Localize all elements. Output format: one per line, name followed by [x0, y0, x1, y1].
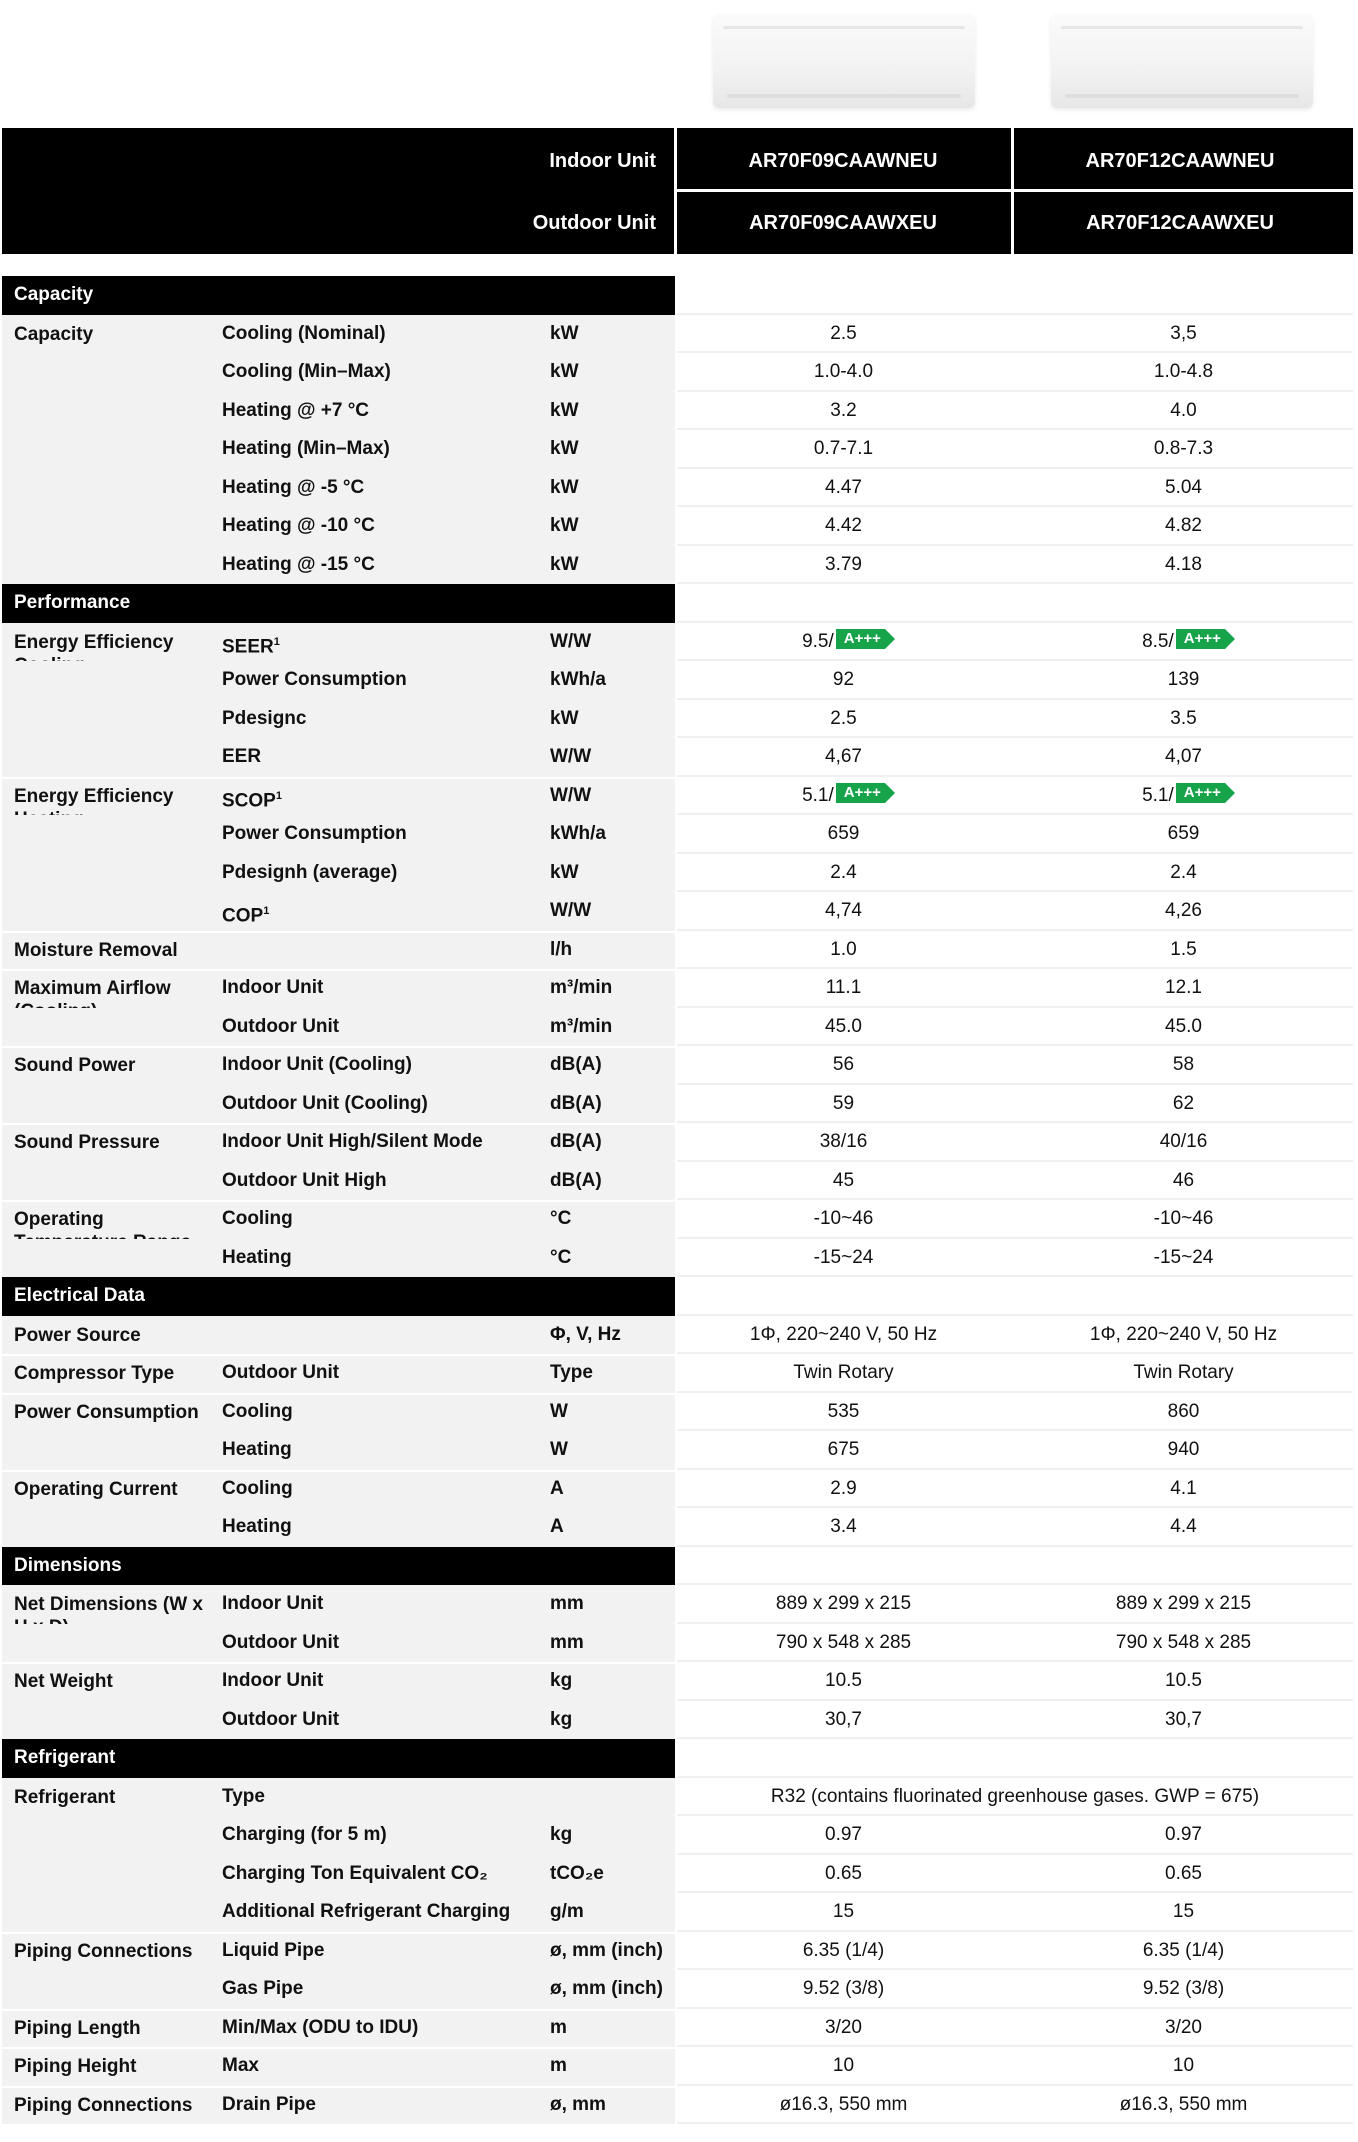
unit-label: dB(A) — [550, 1092, 602, 1114]
value-model-1: 2.9 — [830, 1477, 857, 1499]
table-row — [2, 1585, 1353, 1624]
table-row — [2, 2047, 1353, 2086]
value-model-2: 4.0 — [1170, 399, 1197, 421]
value-model-2: 4.1 — [1170, 1477, 1197, 1499]
value-model-1: 4.42 — [825, 515, 862, 536]
unit-label: kW — [550, 476, 579, 498]
value-model-2: 0.8-7.3 — [1153, 438, 1214, 459]
group-label: Operating — [14, 1209, 104, 1230]
value-model-1: 535 — [827, 1400, 860, 1422]
value-model-1: 0.97 — [825, 1824, 862, 1845]
value-model-1: 15 — [832, 1901, 855, 1922]
value-model-1: -15~24 — [813, 1246, 874, 1268]
unit-label: l/h — [550, 938, 573, 960]
spec-label: Indoor Unit — [222, 1593, 324, 1614]
unit-label: kW — [550, 361, 579, 382]
table-row — [2, 1932, 1353, 1971]
unit-label: kW — [550, 707, 579, 729]
value-model-2: 4.18 — [1165, 553, 1202, 575]
value-model-2: 5.04 — [1165, 476, 1202, 498]
value-model-2: 4,07 — [1165, 746, 1202, 767]
value-model-2: Twin Rotary — [1133, 1362, 1234, 1383]
value-model-2: 0.97 — [1165, 1824, 1202, 1845]
value-model-2: 2.4 — [1170, 861, 1197, 883]
unit-label: Φ, V, Hz — [550, 1323, 621, 1345]
value-model-2: 10.5 — [1165, 1670, 1202, 1691]
group-label: Piping Connections — [14, 1940, 193, 1962]
table-row — [2, 892, 1353, 931]
unit-label: W — [550, 1439, 568, 1460]
group-divider — [2, 931, 675, 933]
value-model-2: 62 — [1172, 1092, 1195, 1114]
table-row — [2, 1123, 1353, 1162]
row-background — [2, 1239, 675, 1278]
value-model-1: 4,67 — [825, 746, 862, 767]
unit-label: g/m — [550, 1901, 584, 1922]
group-label: Moisture Removal — [14, 939, 178, 961]
value-model-2: 940 — [1167, 1439, 1200, 1460]
spec-label: Heating — [222, 1439, 292, 1460]
value-model-1: Twin Rotary — [793, 1362, 894, 1383]
group-label: Energy Efficiency — [14, 785, 174, 807]
value-model-1: 889 x 299 x 215 — [775, 1593, 912, 1614]
unit-label: Type — [550, 1362, 593, 1383]
spec-label: Min/Max (ODU to IDU) — [222, 2016, 419, 2038]
value-model-2: 889 x 299 x 215 — [1115, 1593, 1252, 1614]
spec-label: Outdoor Unit — [222, 1631, 340, 1653]
model-header — [2, 128, 1353, 254]
value-model-1: 10.5 — [825, 1670, 862, 1691]
section-header — [2, 1547, 1353, 1586]
value-model-1: 5.1/ A+++ — [677, 777, 1010, 816]
value-model-2: 8.5/ A+++ — [1014, 623, 1353, 662]
value-model-1: 3.2 — [830, 399, 857, 421]
unit-label: m³/min — [550, 977, 613, 998]
unit-label: W/W — [550, 630, 592, 652]
table-row — [2, 1008, 1353, 1047]
value-model-2: 3,5 — [1170, 322, 1197, 344]
spec-label: Power Consumption — [222, 823, 407, 844]
indoor-unit-image-1 — [713, 14, 975, 108]
unit-label: kW — [550, 322, 579, 344]
table-row — [2, 1470, 1353, 1509]
value-model-1: -10~46 — [813, 1208, 874, 1229]
unit-label: kWh/a — [550, 823, 606, 844]
unit-label: kg — [550, 1708, 573, 1730]
spec-label: Heating (Min–Max) — [222, 438, 390, 459]
energy-class-badge: A+++ — [1176, 629, 1225, 649]
table-row — [2, 507, 1353, 546]
value-model-1: 10 — [832, 2055, 855, 2076]
spec-label: Cooling — [222, 1208, 293, 1229]
table-row — [2, 931, 1353, 970]
value-model-2: 3/20 — [1165, 2016, 1202, 2038]
indoor-model-1: AR70F09CAAWNEU — [748, 150, 938, 172]
group-divider — [2, 1662, 675, 1664]
table-row — [2, 1046, 1353, 1085]
table-row — [2, 623, 1353, 662]
group-label: Maximum Airflow — [14, 978, 171, 999]
value-model-2: 40/16 — [1159, 1131, 1208, 1152]
unit-label: mm — [550, 1631, 584, 1653]
spec-label: Cooling (Nominal) — [222, 322, 386, 344]
unit-label: dB(A) — [550, 1131, 602, 1152]
table-row — [2, 1431, 1353, 1470]
value-model-2: 6.35 (1/4) — [1142, 1939, 1225, 1961]
spec-label: Drain Pipe — [222, 2093, 316, 2115]
unit-label: ø, mm — [550, 2093, 606, 2115]
value-model-1: 9.52 (3/8) — [802, 1978, 885, 1999]
table-row — [2, 815, 1353, 854]
value-model-2: -10~46 — [1153, 1208, 1214, 1229]
unit-label: kg — [550, 1670, 573, 1691]
spec-label: Indoor Unit — [222, 977, 324, 998]
spec-label: Outdoor Unit — [222, 1708, 340, 1730]
group-label: Piping Height — [14, 2056, 137, 2077]
group-divider — [2, 1200, 675, 1202]
section-header — [2, 584, 1353, 623]
value-model-1: 790 x 548 x 285 — [775, 1631, 912, 1653]
row-background — [2, 1431, 675, 1470]
energy-class-badge: A+++ — [1176, 783, 1225, 803]
group-label: Power Consumption — [14, 1401, 199, 1423]
unit-label: m³/min — [550, 1015, 613, 1037]
table-row — [2, 700, 1353, 739]
group-label: Energy Efficiency — [14, 631, 174, 653]
table-row — [2, 1508, 1353, 1547]
unit-label: m — [550, 2055, 567, 2076]
spec-label: Outdoor Unit High — [222, 1169, 387, 1191]
table-row — [2, 854, 1353, 893]
section-title: Electrical Data — [2, 1277, 675, 1316]
unit-label: tCO₂e — [550, 1862, 604, 1884]
row-background — [2, 1508, 675, 1547]
value-model-1: 4.47 — [825, 476, 862, 498]
spec-label: Indoor Unit — [222, 1670, 324, 1691]
spec-label: Heating — [222, 1516, 292, 1537]
spec-label: Indoor Unit High/Silent Mode — [222, 1131, 483, 1152]
unit-label: A — [550, 1477, 564, 1499]
value-span: R32 (contains fluorinated greenhouse gases. GWP = 675) — [770, 1785, 1260, 1807]
value-model-2: 5.1/ A+++ — [1014, 777, 1353, 816]
table-row — [2, 1393, 1353, 1432]
unit-label: kg — [550, 1824, 573, 1845]
value-model-1: 0.7-7.1 — [813, 438, 874, 459]
indoor-unit-image-2 — [1051, 14, 1313, 108]
table-row — [2, 1239, 1353, 1278]
indoor-model-2: AR70F12CAAWNEU — [1085, 150, 1275, 172]
unit-label: kW — [550, 438, 579, 459]
table-row — [2, 1701, 1353, 1740]
spec-label: Gas Pipe — [222, 1978, 304, 1999]
group-label: Compressor Type — [14, 1363, 175, 1384]
spec-label: SEER$^1$ — [222, 635, 280, 657]
spec-label: Cooling — [222, 1477, 293, 1499]
value-model-1: 1Φ, 220~240 V, 50 Hz — [749, 1323, 938, 1345]
unit-label: mm — [550, 1593, 584, 1614]
value-model-2: 45.0 — [1165, 1015, 1202, 1037]
spec-label: COP$^1$ — [222, 905, 270, 927]
spec-label: Outdoor Unit (Cooling) — [222, 1092, 428, 1114]
indoor-unit-label: Indoor Unit — [549, 150, 656, 172]
table-row — [2, 1816, 1353, 1855]
value-model-1: 2.5 — [830, 322, 857, 344]
spec-label: Heating @ -10 °C — [222, 515, 375, 536]
spec-label: Charging (for 5 m) — [222, 1824, 387, 1845]
group-divider — [2, 1393, 675, 1395]
spec-label: Indoor Unit (Cooling) — [222, 1054, 412, 1075]
table-row — [2, 1778, 1353, 1817]
spec-label: EER — [222, 746, 262, 767]
unit-label: m — [550, 2016, 567, 2038]
section-header — [2, 1277, 1353, 1316]
group-label: Power Source — [14, 1324, 141, 1346]
table-row — [2, 1162, 1353, 1201]
value-model-2: 3.5 — [1170, 707, 1197, 729]
value-model-2: 790 x 548 x 285 — [1115, 1631, 1252, 1653]
value-model-2: 15 — [1172, 1901, 1195, 1922]
table-row — [2, 392, 1353, 431]
table-row — [2, 1970, 1353, 2009]
spec-label: Additional Refrigerant Charging — [222, 1901, 511, 1922]
section-title: Refrigerant — [2, 1739, 675, 1778]
value-model-2: 4.4 — [1170, 1516, 1197, 1537]
row-divider — [677, 2122, 1353, 2124]
value-model-2: 58 — [1172, 1054, 1195, 1075]
value-model-2: 659 — [1167, 823, 1200, 844]
group-divider — [2, 1470, 675, 1472]
unit-label: dB(A) — [550, 1169, 602, 1191]
value-model-1: 92 — [832, 669, 855, 690]
unit-label: ø, mm (inch) — [550, 1939, 663, 1961]
section-title: Capacity — [2, 276, 675, 315]
value-model-2: 12.1 — [1165, 977, 1202, 998]
spec-label: Cooling — [222, 1400, 293, 1422]
section-title: Dimensions — [2, 1547, 675, 1586]
group-label: Piping Connections — [14, 2094, 193, 2116]
table-row — [2, 546, 1353, 585]
value-model-1: 59 — [832, 1092, 855, 1114]
table-row — [2, 2086, 1353, 2125]
table-row — [2, 1893, 1353, 1932]
value-model-2: 4,26 — [1165, 900, 1202, 921]
group-label: Piping Length — [14, 2017, 141, 2039]
value-model-1: 3/20 — [825, 2016, 862, 2038]
value-model-1: 56 — [832, 1054, 855, 1075]
spec-label: Outdoor Unit — [222, 1015, 340, 1037]
section-title: Performance — [2, 584, 675, 623]
spec-label: Max — [222, 2055, 259, 2076]
product-images — [0, 0, 1358, 128]
unit-label: °C — [550, 1208, 572, 1229]
group-label: Refrigerant — [14, 1786, 116, 1808]
outdoor-model-2: AR70F12CAAWXEU — [1086, 212, 1274, 234]
spec-table — [2, 276, 1353, 2124]
value-model-1: 1.0 — [830, 938, 857, 960]
group-label: Sound Pressure — [14, 1132, 160, 1153]
unit-label: A — [550, 1516, 564, 1537]
unit-label: W/W — [550, 784, 592, 806]
table-row — [2, 1624, 1353, 1663]
value-model-1: 659 — [827, 823, 860, 844]
value-model-1: 2.4 — [830, 861, 857, 883]
value-model-2: 860 — [1167, 1400, 1200, 1422]
value-model-1: 9.5/ A+++ — [677, 623, 1010, 662]
unit-label: kW — [550, 553, 579, 575]
value-model-1: ø16.3, 550 mm — [779, 2093, 908, 2115]
unit-label: kW — [550, 399, 579, 421]
table-row — [2, 353, 1353, 392]
table-row — [2, 469, 1353, 508]
spec-label: Heating @ +7 °C — [222, 399, 370, 421]
spec-label: Cooling (Min–Max) — [222, 361, 391, 382]
energy-class-badge: A+++ — [836, 783, 885, 803]
group-label: Net Dimensions (W x — [14, 1594, 203, 1615]
value-model-1: 4,74 — [825, 900, 862, 921]
value-model-2: 1Φ, 220~240 V, 50 Hz — [1089, 1323, 1278, 1345]
spec-label: Pdesignh (average) — [222, 861, 398, 883]
unit-label: W/W — [550, 900, 592, 921]
value-model-1: 3.79 — [825, 553, 862, 575]
table-row — [2, 1200, 1353, 1239]
group-label: Sound Power — [14, 1055, 136, 1076]
spec-label: Power Consumption — [222, 669, 407, 690]
section-header — [2, 276, 1353, 315]
unit-label: ø, mm (inch) — [550, 1978, 663, 1999]
table-row — [2, 1085, 1353, 1124]
unit-label: kWh/a — [550, 669, 606, 690]
spec-label: Liquid Pipe — [222, 1939, 325, 1961]
value-model-1: 38/16 — [819, 1131, 868, 1152]
value-model-1: 45 — [832, 1169, 855, 1191]
value-model-1: 3.4 — [830, 1516, 857, 1537]
value-model-2: 46 — [1172, 1169, 1195, 1191]
value-model-2: 1.0-4.8 — [1153, 361, 1214, 382]
outdoor-unit-label: Outdoor Unit — [532, 212, 656, 234]
unit-label: kW — [550, 861, 579, 883]
group-label: Net Weight — [14, 1671, 113, 1692]
table-row — [2, 430, 1353, 469]
spec-label: SCOP$^1$ — [222, 789, 282, 811]
unit-label: W — [550, 1400, 568, 1422]
unit-label: °C — [550, 1246, 572, 1268]
table-row — [2, 1316, 1353, 1355]
value-model-1: 45.0 — [825, 1015, 862, 1037]
value-model-2: 139 — [1167, 669, 1200, 690]
value-model-2: 4.82 — [1165, 515, 1202, 536]
table-row — [2, 2009, 1353, 2048]
value-model-2: 10 — [1172, 2055, 1195, 2076]
table-row — [2, 1662, 1353, 1701]
unit-label: kW — [550, 515, 579, 536]
section-header — [2, 1739, 1353, 1778]
spec-label: Heating — [222, 1246, 292, 1268]
energy-class-badge: A+++ — [836, 629, 885, 649]
value-model-2: 30,7 — [1165, 1708, 1202, 1730]
spec-label: Type — [222, 1785, 265, 1807]
table-row — [2, 315, 1353, 354]
unit-label: W/W — [550, 746, 592, 767]
value-model-2: 1.5 — [1170, 938, 1197, 960]
spec-label: Pdesignc — [222, 707, 307, 729]
value-model-1: 11.1 — [825, 977, 862, 998]
value-model-1: 0.65 — [825, 1862, 862, 1884]
group-label: Operating Current — [14, 1478, 178, 1500]
table-row — [2, 777, 1353, 816]
value-model-1: 1.0-4.0 — [813, 361, 874, 382]
group-divider — [2, 2047, 675, 2049]
value-model-2: 9.52 (3/8) — [1142, 1978, 1225, 1999]
table-row — [2, 738, 1353, 777]
value-model-2: ø16.3, 550 mm — [1119, 2093, 1248, 2115]
value-model-2: -15~24 — [1153, 1246, 1214, 1268]
unit-label: dB(A) — [550, 1054, 602, 1075]
value-model-1: 2.5 — [830, 707, 857, 729]
value-model-1: 6.35 (1/4) — [802, 1939, 885, 1961]
spec-label: Heating @ -5 °C — [222, 476, 365, 498]
header-divider — [677, 189, 1353, 192]
spec-label: Outdoor Unit — [222, 1362, 340, 1383]
table-row — [2, 1855, 1353, 1894]
table-row — [2, 661, 1353, 700]
value-model-1: 30,7 — [825, 1708, 862, 1730]
spec-label: Charging Ton Equivalent CO₂ — [222, 1862, 488, 1884]
value-model-1: 675 — [827, 1439, 860, 1460]
table-row — [2, 969, 1353, 1008]
table-row — [2, 1354, 1353, 1393]
value-model-2: 0.65 — [1165, 1862, 1202, 1884]
outdoor-model-1: AR70F09CAAWXEU — [749, 212, 937, 234]
group-label: Capacity — [14, 323, 94, 345]
spec-label: Heating @ -15 °C — [222, 553, 375, 575]
